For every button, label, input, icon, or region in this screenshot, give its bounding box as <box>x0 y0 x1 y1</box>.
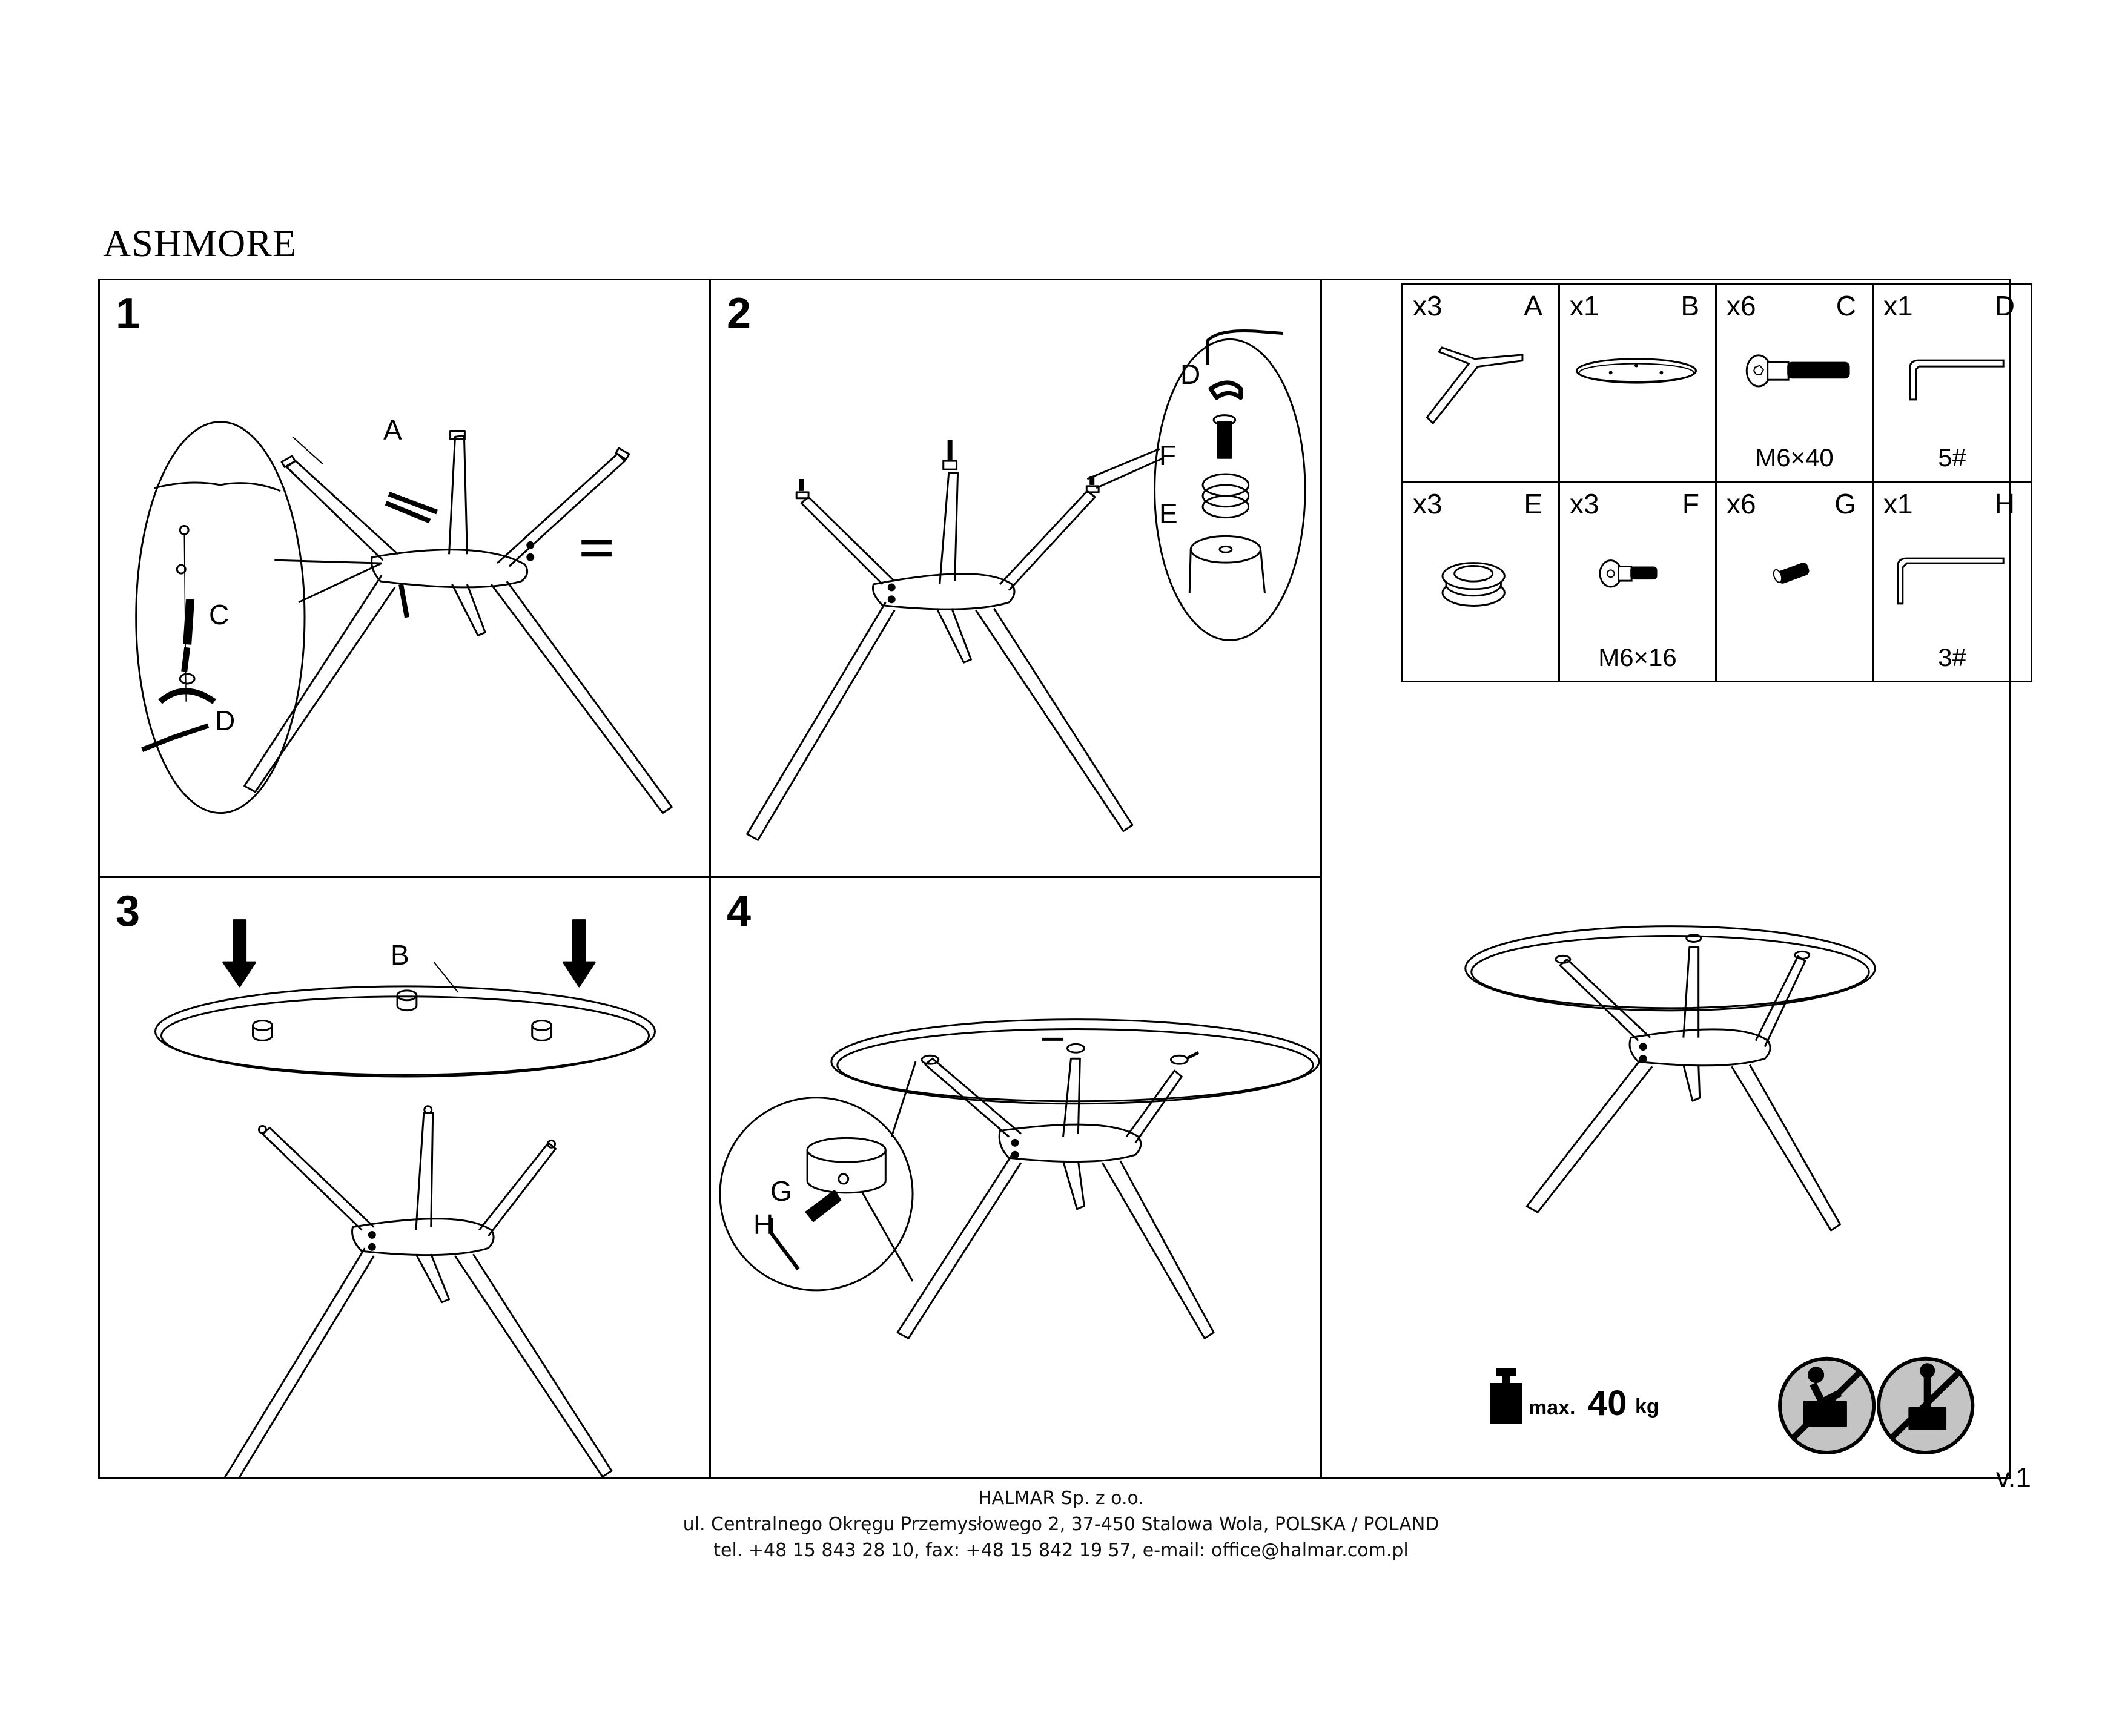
footer-address: ul. Centralnego Okręgu Przemysłowego 2, 37-450 Stalowa Wola, POLSKA / POLAND <box>683 1514 1439 1535</box>
step-4-panel <box>709 876 1322 1479</box>
part-d-callout: D <box>215 705 236 736</box>
part-f-callout: F <box>1159 440 1177 471</box>
step-2-illustration <box>711 280 1320 876</box>
short-bolt-icon <box>1560 525 1715 646</box>
part-cell-c <box>1717 285 1874 483</box>
leg-icon <box>1403 327 1558 448</box>
part-h-callout: H <box>753 1209 774 1240</box>
part-cell-g <box>1717 483 1874 681</box>
grub-screw-icon <box>1717 525 1872 646</box>
part-code: G <box>1834 488 1856 520</box>
footer-company: HALMAR Sp. z o.o. <box>978 1488 1144 1509</box>
part-code: C <box>1836 290 1856 322</box>
allen-key-large-icon <box>1874 327 2031 448</box>
part-qty: x3 <box>1413 488 1443 520</box>
parts-table <box>1401 283 2032 682</box>
spacer-pad-icon <box>1403 525 1558 646</box>
part-qty: x3 <box>1570 488 1599 520</box>
step-number: 4 <box>727 887 752 936</box>
part-qty: x1 <box>1570 290 1599 322</box>
part-code: E <box>1524 488 1542 520</box>
step-number: 2 <box>727 289 752 338</box>
part-b-callout: B <box>391 939 409 971</box>
step-3-panel <box>98 876 711 1479</box>
step-1-panel <box>98 279 711 878</box>
part-cell-b <box>1560 285 1717 483</box>
part-qty: x3 <box>1413 290 1443 322</box>
max-load-value: 40 <box>1588 1384 1627 1423</box>
step-1-illustration <box>100 280 709 876</box>
part-code: A <box>1524 290 1542 322</box>
part-code: D <box>1994 290 2015 322</box>
part-qty: x6 <box>1727 290 1756 322</box>
max-load-unit: kg <box>1635 1395 1659 1418</box>
part-code: H <box>1994 488 2015 520</box>
part-cell-h <box>1874 483 2031 681</box>
part-qty: x1 <box>1883 488 1913 520</box>
long-bolt-icon <box>1717 327 1872 448</box>
weight-icon <box>1485 1365 1527 1425</box>
footer-contact: tel. +48 15 843 28 10, fax: +48 15 842 19 57, e-mail: office@halmar.com.pl <box>713 1540 1409 1561</box>
part-cell-e <box>1403 483 1560 681</box>
part-cell-a <box>1403 285 1560 483</box>
part-code: F <box>1682 488 1699 520</box>
part-code: B <box>1681 290 1699 322</box>
part-c-callout: C <box>209 599 230 630</box>
part-spec: 3# <box>1938 643 1966 672</box>
part-qty: x1 <box>1883 290 1913 322</box>
part-e-callout: E <box>1159 498 1178 529</box>
step-2-panel <box>709 279 1322 878</box>
part-spec: M6×16 <box>1598 643 1677 672</box>
part-g-callout: G <box>770 1175 792 1207</box>
step-4-illustration <box>711 878 1320 1477</box>
step-number: 1 <box>116 289 140 338</box>
version-label: v.1 <box>1996 1462 2031 1493</box>
part-cell-f <box>1560 483 1717 681</box>
max-load-label: max. <box>1529 1396 1576 1419</box>
product-title: ASHMORE <box>103 222 297 265</box>
part-qty: x6 <box>1727 488 1756 520</box>
no-sitting-on-table-icon <box>1780 1359 1874 1453</box>
part-cell-d <box>1874 285 2031 483</box>
glass-top-icon <box>1560 327 1715 448</box>
allen-key-small-icon <box>1874 525 2031 646</box>
no-standing-on-table-icon <box>1879 1359 1972 1453</box>
step-number: 3 <box>116 887 140 936</box>
part-a-callout: A <box>383 414 402 446</box>
part-d-callout: D <box>1180 358 1201 390</box>
part-spec: 5# <box>1938 443 1966 472</box>
part-spec: M6×40 <box>1755 443 1834 472</box>
